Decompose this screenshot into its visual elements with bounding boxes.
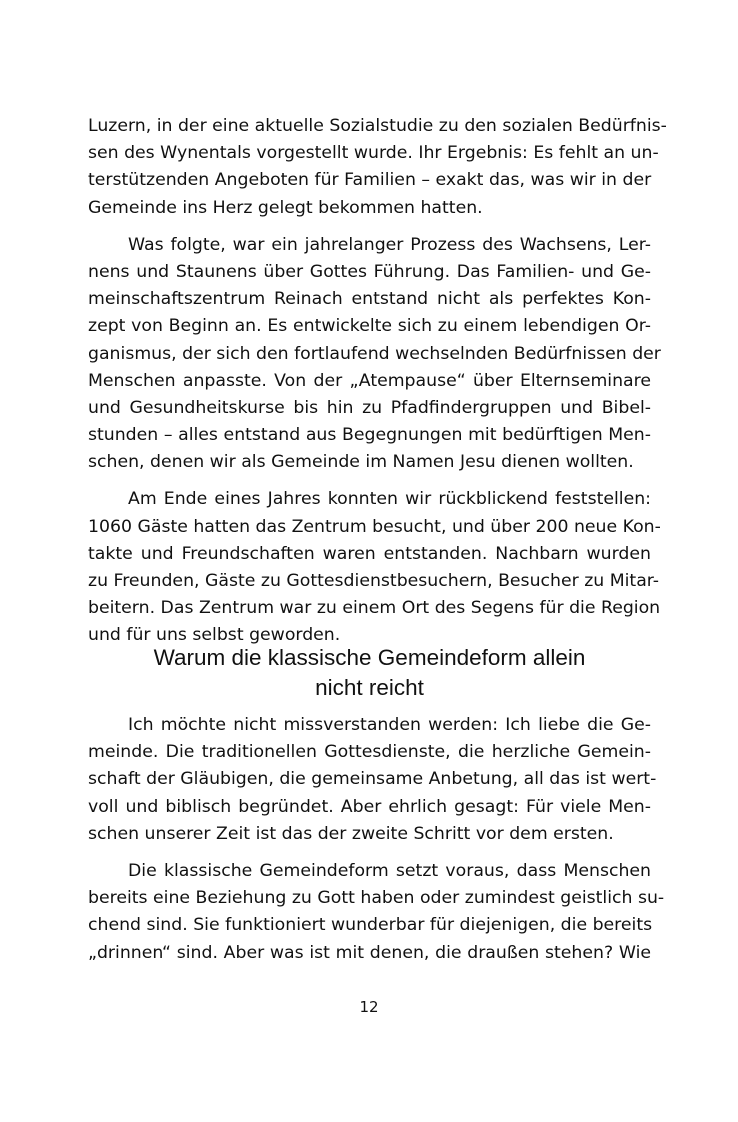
text-line: sen des Wynentals vorgestellt wurde. Ihr Ergebnis: Es fehlt an un-: [88, 143, 659, 164]
section-heading-line: Warum die klassische Gemeindeform allein: [153, 645, 586, 670]
paragraph: [88, 232, 661, 477]
text-line: schen, denen wir als Gemeinde im Namen Jesu dienen wollten.: [88, 452, 634, 473]
text-line: Menschen anpasste. Von der „Atempause“ über Elternseminare: [88, 370, 651, 391]
text-line: terstützenden Angeboten für Familien – exakt das, was wir in der: [88, 170, 652, 191]
text-line: Was folgte, war ein jahrelanger Prozess des Wachsens, Ler-: [128, 234, 651, 255]
text-line: Ich möchte nicht missverstanden werden: Ich liebe die Ge-: [128, 715, 651, 735]
text-line: und Gesundheitskurse bis hin zu Pfadfindergruppen und Bibel-: [88, 397, 651, 418]
text-line: „drinnen“ sind. Aber was ist mit denen, die draußen stehen? Wie: [88, 942, 651, 963]
paragraph: [88, 486, 661, 649]
paragraph: [88, 858, 665, 967]
section-heading-line: nicht reicht: [315, 675, 424, 700]
text-line: meinschaftszentrum Reinach entstand nicht als perfektes Kon-: [88, 289, 651, 310]
text-line: chend sind. Sie funktioniert wunderbar für diejenigen, die bereits: [88, 915, 653, 936]
text-line: und für uns selbst geworden.: [88, 625, 341, 646]
text-line: zu Freunden, Gäste zu Gottesdienstbesuchern, Besucher zu Mitar-: [88, 571, 660, 591]
body-text-upper: [88, 113, 667, 660]
section-heading: [88, 643, 651, 703]
text-line: Die klassische Gemeindeform setzt voraus, dass Menschen: [128, 860, 651, 881]
text-line: bereits eine Beziehung zu Gott haben oder zumindest geistlich su-: [88, 888, 665, 909]
text-line: beitern. Das Zentrum war zu einem Ort des Segens für die Region: [88, 598, 661, 619]
text-line: 1060 Gäste hatten das Zentrum besucht, und über 200 neue Kon-: [88, 516, 661, 537]
text-line: ganismus, der sich den fortlaufend wechselnden Bedürfnissen der: [88, 343, 661, 364]
text-line: zept von Beginn an. Es entwickelte sich zu einem lebendigen Or-: [88, 316, 651, 337]
text-line: schen unserer Zeit ist das der zweite Schritt vor dem ersten.: [88, 823, 614, 844]
text-line: Am Ende eines Jahres konnten wir rückblickend feststellen:: [128, 489, 651, 510]
text-line: voll und biblisch begründet. Aber ehrlich gesagt: Für viele Men-: [88, 796, 651, 817]
text-line: stunden – alles entstand aus Begegnungen mit bedürftigen Men-: [88, 425, 651, 446]
text-line: meinde. Die traditionellen Gottesdienste, die herzliche Gemein-: [88, 742, 651, 763]
text-line: nens und Staunens über Gottes Führung. Das Familien- und Ge-: [88, 261, 651, 282]
text-line: Gemeinde ins Herz gelegt bekommen hatten.: [88, 197, 483, 218]
page-number: 12: [359, 998, 379, 1016]
text-line: Luzern, in der eine aktuelle Sozialstudie zu den sozialen Bedürfnis-: [88, 116, 667, 136]
paragraph: [88, 113, 667, 222]
body-text-lower: [88, 712, 665, 977]
paragraph: [88, 712, 657, 848]
text-line: takte und Freundschaften waren entstanden. Nachbarn wurden: [88, 543, 651, 564]
text-line: schaft der Gläubigen, die gemeinsame Anbetung, all das ist wert-: [88, 769, 657, 790]
